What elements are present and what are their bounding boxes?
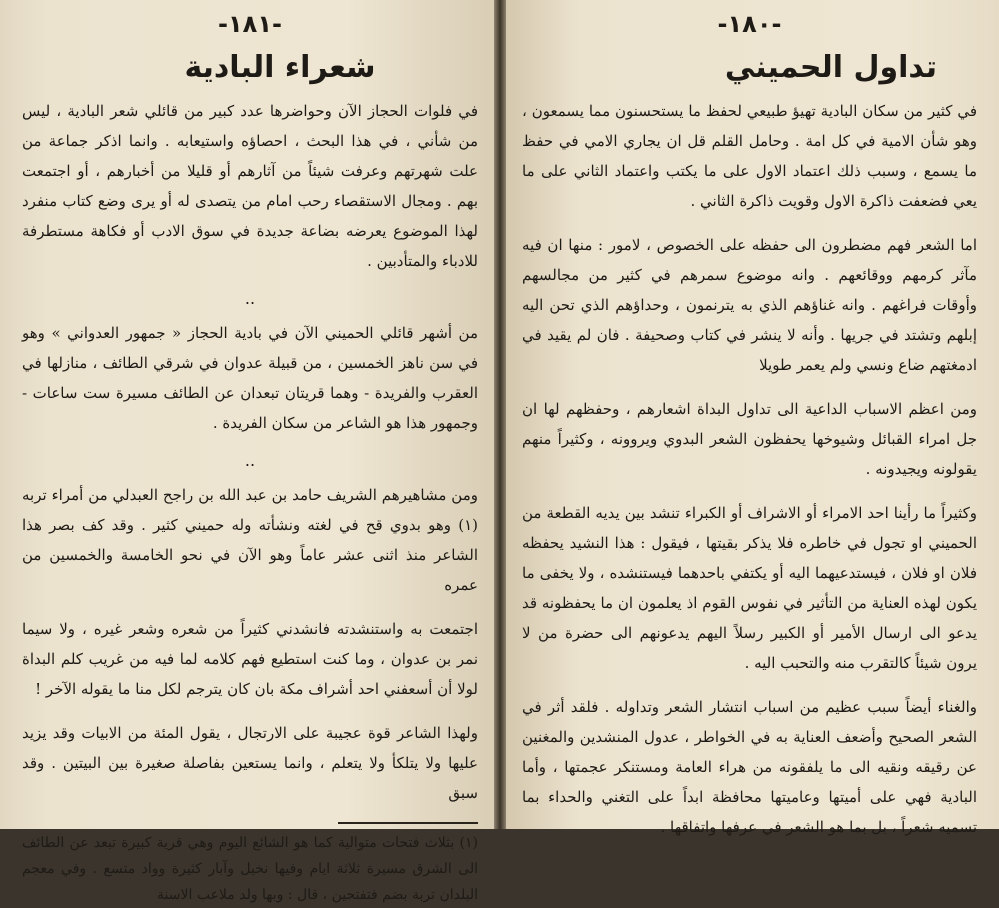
right-page-body — [522, 96, 977, 842]
paragraph: والغناء أيضاً سبب عظيم من اسباب انتشار الشعر وتداوله . فلقد أثر في الشعر الصحيح وأضعف العناية به في الخواطر ، عدول المنشدين والمغنين عن رقيقه ونقيه الى ما يلفقونه من هراء العامة ومستنكر عجمتها ، وأما البادية فهي على أميتها وعاميتها محافظة ابداً على التغني والحداء بما تسميه شعراً ، بل بما هو الشعر في عرفها واتفاقها . — [522, 698, 977, 836]
chapter-title-left: شعراء البادية — [184, 50, 376, 85]
right-page — [506, 0, 999, 836]
paragraph: ومن مشاهيرهم الشريف حامد بن عبد الله بن راجح العبدلي من أمراء تربه (١) وهو بدوي قح في لغته ونشأته وله حميني كثير . وقد كف بصر هذا الشاعر منذ اثنى عشر عاماً وهو الآن في نحو الخامسة والخمسين من عمره — [22, 486, 478, 594]
page-number-right: -١٨٠- — [717, 10, 782, 38]
paragraph: ومن اعظم الاسباب الداعية الى تداول البداة اشعارهم ، وحفظهم لها ان جل امراء القبائل وشيوخها يحفظون الشعر البدوي ويروونه ، وكثيراً منهم يقولونه ويجيدونه . — [522, 400, 977, 478]
chapter-title-right: تداول الحميني — [724, 50, 937, 85]
paragraph: وكثيراً ما رأينا احد الامراء أو الاشراف أو الكبراء تنشد بين يديه القطعة من الحميني او تجول في خاطره فلا يذكر بقيتها ، فيقول : هذا النشيد يحفظه فلان او فلان ، فيستدعيهما اليه أو يكتفي باحدهما فيستنشده ، ولا يخفى ما يكون لهذه العناية من التأثير في نفوس القوم اذ يعلمون ان ما يحفظونه قد يدعو الى ارسال الأمير أو الكبير رسلاً اليهم يدعونهم الى حضرة من لا يرون شيئاً كالتقرب منه والتحبب اليه . — [522, 504, 977, 672]
footnote: (١) بثلاث فتحات متوالية كما هو الشائع اليوم وهي قرية كبيرة تبعد عن الطائف الى الشرق مسيرة ثلاثة ايام وفيها نخيل وآبار كثيرة وواد متسع . وفي معجم البلدان تربة بضم فتفتحين ، قال : وبها ولد ملاعب الاسنة — [22, 835, 478, 903]
paragraph: من أشهر قائلي الحميني الآن في بادية الحجاز « جمهور العدواني » وهو في سن ناهز الخمسين ، من قبيلة عدوان في شرقي الطائف ، منازلها في العقرب والفريدة - وهما قريتان تبعدان عن الطائف مسيرة ست ساعات - وجمهور هذا هو الشاعر من سكان الفريدة . — [22, 324, 478, 432]
left-page-body — [22, 96, 478, 908]
page-number-left: -١٨١- — [218, 10, 282, 38]
left-page — [0, 0, 494, 903]
section-separator: .. — [244, 451, 256, 470]
book-gutter — [494, 0, 506, 829]
paragraph: ولهذا الشاعر قوة عجيبة على الارتجال ، يقول المئة من الابيات وقد يزيد عليها ولا يتلكأ ولا يتعلم ، وانما يستعين بفاصلة صغيرة بين البيتين . وقد سبق — [22, 724, 478, 802]
paragraph: اما الشعر فهم مضطرون الى حفظه على الخصوص ، لامور : منها ان فيه مآثر كرمهم ووقائعهم . وانه موضوع سمرهم في كثير من مجالسهم وأوقات فراغهم . وانه غناؤهم الذي به يترنمون ، وحداؤهم الذي تحن اليه إبلهم وتشتد في جريها . وأنه لا ينشر في كتاب وصحيفة . فان لم يقيد في ادمغتهم ضاع ونسي ولم يعمر طويلا — [522, 236, 977, 374]
section-separator: .. — [244, 289, 256, 308]
paragraph: في كثير من سكان البادية تهيؤ طبيعي لحفظ ما يستحسنون مما يسمعون ، وهو شأن الامية في كل امة . وحامل القلم قل ان يجاري الامي في حفظ ما يسمع ، وسبب ذلك اعتماد الاول على ما يكتب واعتماد الثاني على ما يعي فضعفت ذاكرة الاول وقويت ذاكرة الثاني . — [522, 102, 977, 210]
paragraph: اجتمعت به واستنشدته فانشدني كثيراً من شعره وشعر غيره ، ولا سيما نمر بن عدوان ، وما كنت استطيع فهم كلامه لما فيه من غريب كلم البداة لولا أن أسعفني احد أشراف مكة بان كان يترجم لكل منا ما يقوله الآخر ! — [22, 620, 478, 698]
paragraph: في فلوات الحجاز الآن وحواضرها عدد كبير من قائلي شعر البادية ، ليس من شأني ، في هذا البحث ، احصاؤه واستيعابه . وانما اذكر جماعة من علت شهرتهم وعرفت شيئاً من آثارهم أو قليلا من أخبارهم ، أو اجتمعت بهم . ومجال الاستقصاء رحب امام من يتصدى له أو يرى وضع كتاب منفرد لهذا الموضوع يعرضه بضاعة جديدة في سوق الادب أو فكاهة مستطرفة للادباء والمتأدبين . — [22, 102, 478, 270]
footnote-rule — [338, 822, 478, 824]
